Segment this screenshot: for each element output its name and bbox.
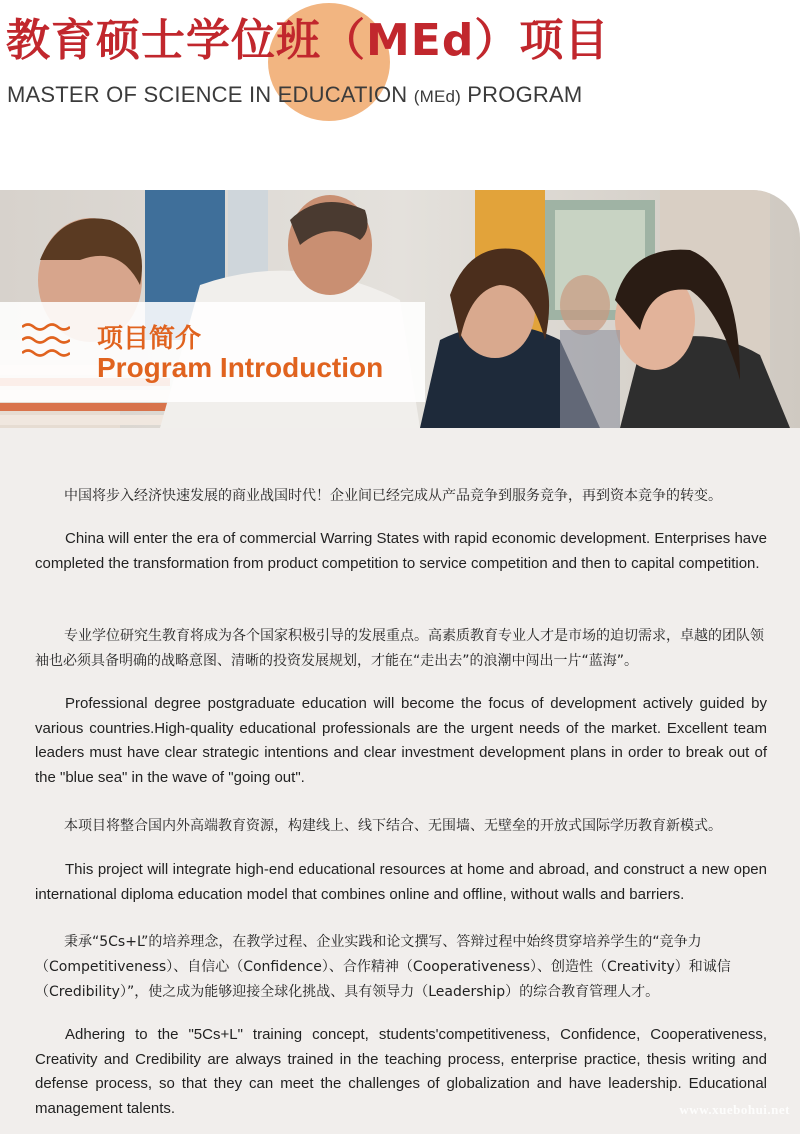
paragraph-cn-1: 中国将步入经济快速发展的商业战国时代！企业间已经完成从产品竞争到服务竞争，再到资本竞争的转变。 — [64, 488, 722, 504]
page-header — [0, 0, 800, 130]
page-title-cn: 教育硕士学位班（MEd）项目 — [6, 15, 610, 66]
paragraph-en-1: China will enter the era of commercial Warring States with rapid economic development. Enterprises have completed the transformation from product competition to service competition and then to capital competition. — [35, 530, 767, 572]
watermark-text: www.xuebohui.net — [679, 1102, 790, 1117]
section-heading-en: Program Introduction — [97, 352, 384, 383]
paragraph-en-4: Adhering to the "5Cs+L" training concept, students'competitiveness, Confidence, Cooperativeness, Creativity and Credibility are always trained in the teaching process, enterprise practice, thesis writing and defense process, so that they can meet the challenges of globalization and have leadership. Educational management talents. — [35, 1026, 767, 1117]
paragraph-cn-4: 秉承“5Cs+L”的培养理念，在教学过程、企业实践和论文撰写、答辩过程中始终贯穿培养学生的“竞争力（Competitiveness）、自信心（Confidence）、合作精神（Cooperativeness）、创造性（Creativity）和诚信（Credibility）”，使之成为能够迎接全球化挑战、具有领导力（Leadership）的综合教育管理人才。 — [35, 934, 731, 1000]
title-en-part1: MASTER OF SCIENCE IN EDUCATION — [7, 82, 414, 107]
page-title-en — [7, 82, 582, 108]
content-panel — [0, 428, 800, 1134]
paragraph-en-3: This project will integrate high-end educational resources at home and abroad, and construct a new open international diploma education model that combines online and offline, without walls and barriers. — [35, 861, 767, 903]
title-en-abbr: (MEd) — [413, 87, 461, 106]
wave-lines-icon — [22, 322, 70, 360]
paragraph-cn-3: 本项目将整合国内外高端教育资源，构建线上、线下结合、无围墙、无壁垒的开放式国际学历教育新模式。 — [64, 818, 722, 834]
section-heading-cn: 项目简介 — [97, 324, 202, 354]
paragraph-cn-2: 专业学位研究生教育将成为各个国家积极引导的发展重点。高素质教育专业人才是市场的迫切需求，卓越的团队领袖也必须具备明确的战略意图、清晰的投资发展规划，才能在“走出去”的浪潮中闯出一片“蓝海”。 — [35, 628, 764, 669]
paragraph-en-2: Professional degree postgraduate education will become the focus of development actively guided by various countries.High-quality educational professionals are the urgent needs of the market. Excellent team leaders must have clear strategic intentions and clear investment development plans in order to break out of the "blue sea" in the wave of "going out". — [35, 695, 767, 786]
title-en-part2: PROGRAM — [461, 82, 583, 107]
